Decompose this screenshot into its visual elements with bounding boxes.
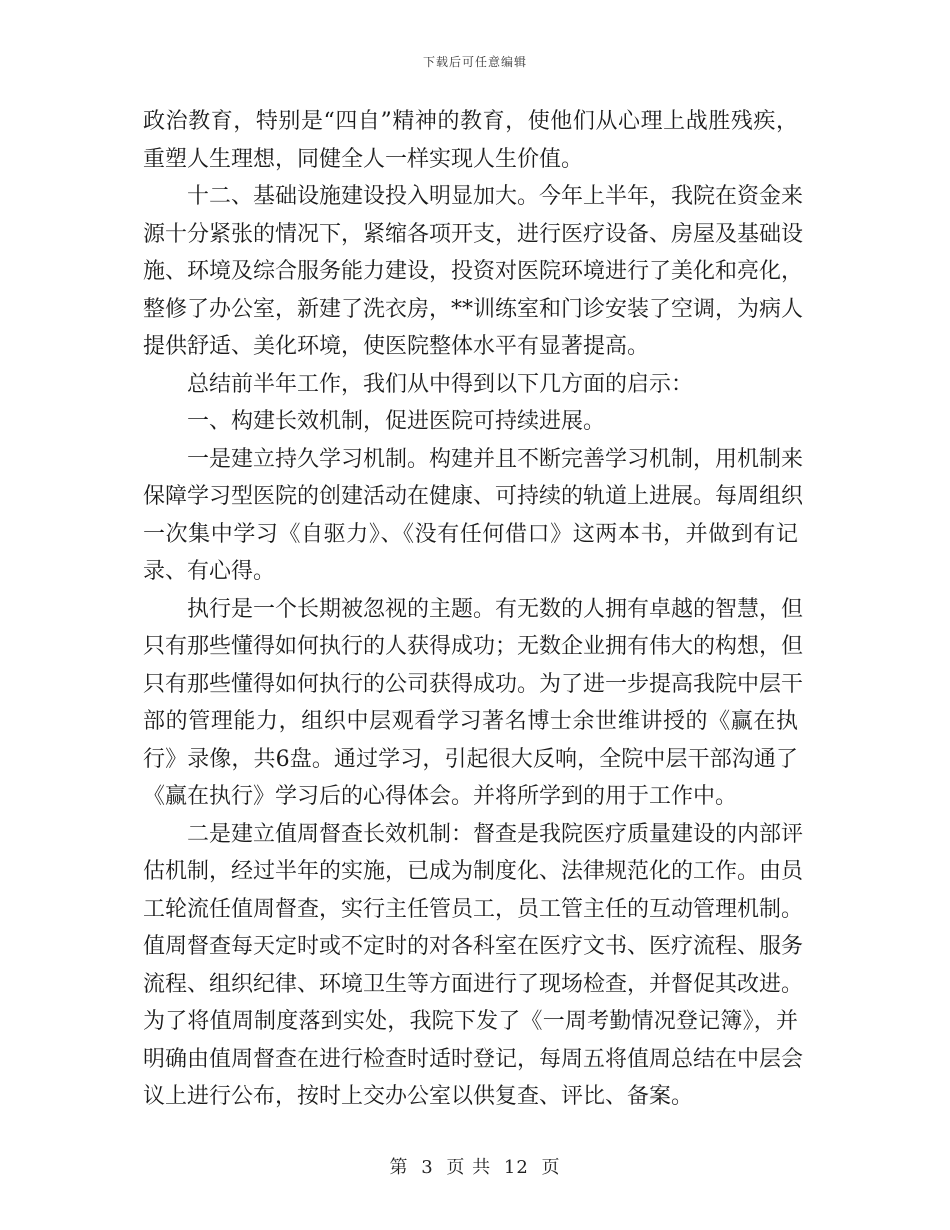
text-line: 录、有心得。 bbox=[143, 559, 276, 584]
page-footer bbox=[0, 1153, 950, 1179]
text-line: 估机制，经过半年的实施，已成为制度化、法律规范化的工作。由员 bbox=[143, 859, 804, 884]
text-line: 为了将值周制度落到实处，我院下发了《一周考勤情况登记簿》，并 bbox=[143, 1009, 798, 1034]
footer-current-page: 3 bbox=[421, 1157, 434, 1178]
text-line: 提供舒适、美化环境，使医院整体水平有显著提高。 bbox=[143, 334, 650, 359]
text-line: 只有那些懂得如何执行的人获得成功；无数企业拥有伟大的构想，但 bbox=[143, 634, 804, 659]
text-line: 十二、基础设施建设投入明显加大。今年上半年，我院在资金来 bbox=[187, 184, 804, 209]
text-line: 总结前半年工作，我们从中得到以下几方面的启示： bbox=[187, 371, 694, 397]
page-header: 下载后可任意编辑 bbox=[422, 55, 527, 69]
text-line: 执行是一个长期被忽视的主题。有无数的人拥有卓越的智慧，但 bbox=[187, 596, 804, 622]
text-line: 行》录像，共6盘。通过学习，引起很大反响，全院中层干部沟通了 bbox=[143, 746, 798, 772]
text-line: 《赢在执行》学习后的心得体会。并将所学到的用于工作中。 bbox=[143, 784, 738, 809]
text-line: 二是建立值周督查长效机制：督查是我院医疗质量建设的内部评 bbox=[187, 821, 804, 847]
text-line: 源十分紧张的情况下，紧缩各项开支，进行医疗设备、房屋及基础设 bbox=[143, 221, 804, 247]
footer-total-pages: 12 bbox=[503, 1157, 529, 1178]
text-line: 部的管理能力，组织中层观看学习著名博士余世维讲授的《赢在执 bbox=[143, 709, 798, 734]
text-line: 流程、组织纪律、环境卫生等方面进行了现场检查，并督促其改进。 bbox=[143, 971, 804, 997]
text-line: 政治教育，特别是“四自”精神的教育，使他们从心理上战胜残疾， bbox=[143, 109, 798, 134]
text-line: 工轮流任值周督查，实行主任管员工，员工管主任的互动管理机制。 bbox=[143, 896, 804, 922]
footer-suffix: 页 bbox=[541, 1157, 561, 1178]
text-line: 只有那些懂得如何执行的公司获得成功。为了进一步提高我院中层干 bbox=[143, 671, 804, 697]
text-line: 值周督查每天定时或不定时的对各科室在医疗文书、医疗流程、服务 bbox=[143, 934, 804, 959]
text-line: 一次集中学习《自驱力》、《没有任何借口》这两本书，并做到有记 bbox=[143, 521, 798, 547]
document-body bbox=[143, 103, 804, 1116]
text-line: 一是建立持久学习机制。构建并且不断完善学习机制，用机制来 bbox=[187, 446, 804, 472]
text-line: 保障学习型医院的创建活动在健康、可持续的轨道上进展。每周组织 bbox=[143, 484, 804, 509]
footer-prefix: 第 bbox=[389, 1157, 409, 1178]
text-line: 重塑人生理想，同健全人一样实现人生价值。 bbox=[143, 146, 584, 172]
text-line: 议上进行公布，按时上交办公室以供复查、评比、备案。 bbox=[143, 1084, 694, 1109]
text-line: 明确由值周督查在进行检查时适时登记，每周五将值周总结在中层会 bbox=[143, 1046, 804, 1072]
footer-middle: 页 共 bbox=[446, 1157, 492, 1178]
text-line: 一、构建长效机制，促进医院可持续进展。 bbox=[187, 409, 606, 434]
text-line: 施、环境及综合服务能力建设，投资对医院环境进行了美化和亮化， bbox=[143, 259, 804, 284]
text-line: 整修了办公室，新建了洗衣房，**训练室和门诊安装了空调，为病人 bbox=[143, 296, 804, 322]
